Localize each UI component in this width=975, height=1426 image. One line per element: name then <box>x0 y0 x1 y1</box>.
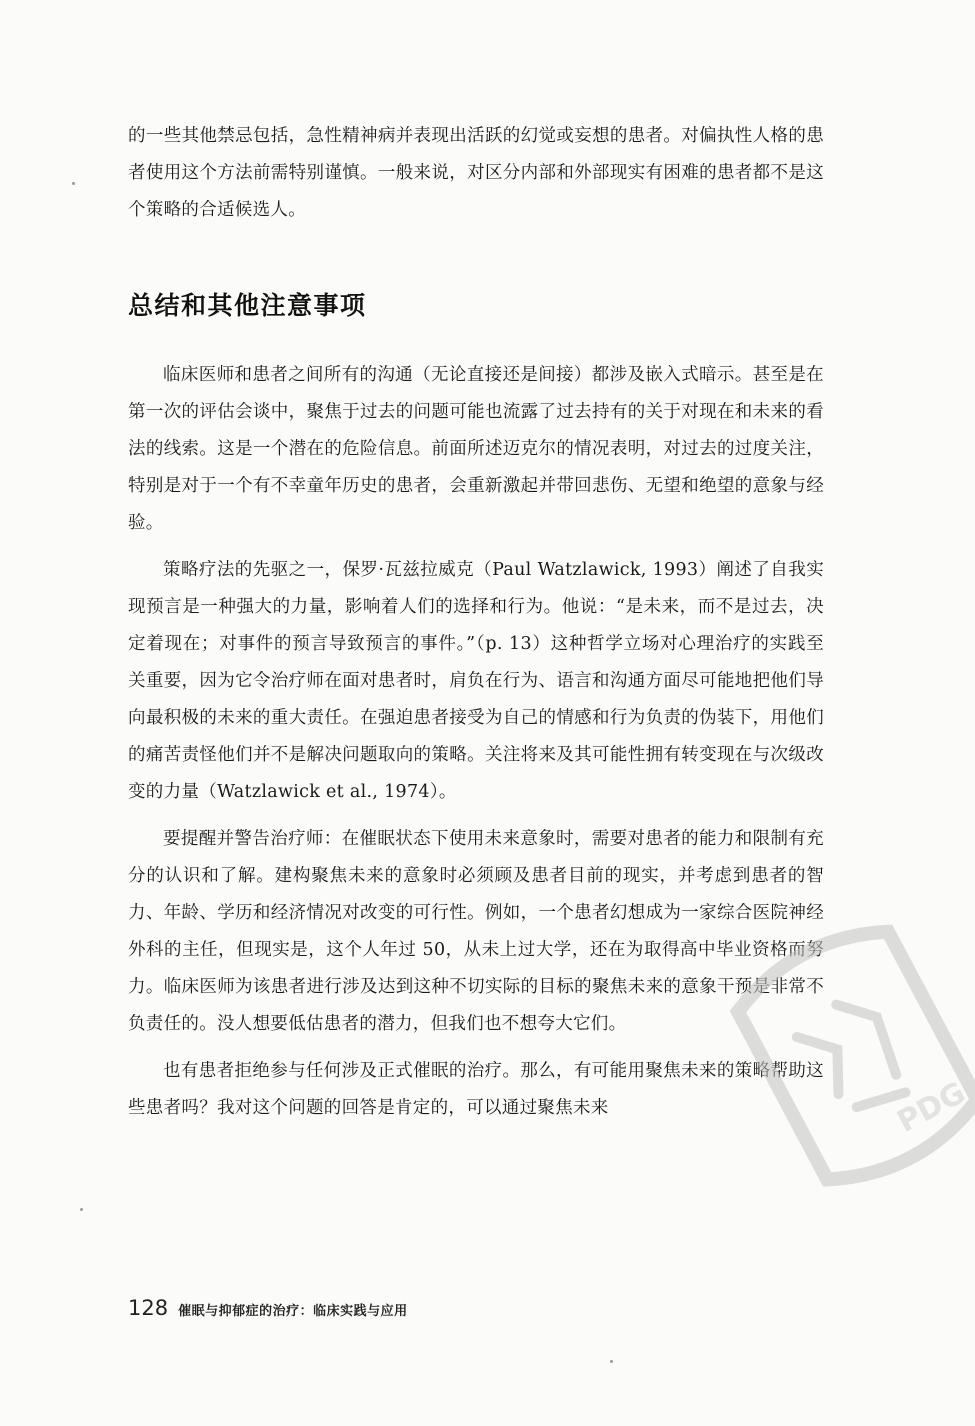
scan-speck <box>80 1208 83 1211</box>
section-heading: 总结和其他注意事项 <box>128 291 367 320</box>
paragraph: 策略疗法的先驱之一，保罗·瓦兹拉威克（Paul Watzlawick, 1993）阐述了自我实现预言是一种强大的力量，影响着人们的选择和行为。他说：“是未来，而不是过去，决定着现在；对事件的预言导致预言的事件。”（p. 13）这种哲学立场对心理治疗的实践至关重要，因为它令治疗师在面对患者时，肩负在行为、语言和沟通方面尽可能地把他们导向最积极的未来的重大责任。在强迫患者接受为自己的情感和行为负责的伪装下，用他们的痛苦责怪他们并不是解决问题取向的策略。关注将来及其可能性拥有转变现在与次级改变的力量（Watzlawick et al., 1974）。 <box>128 560 824 802</box>
scan-speck <box>72 182 75 185</box>
paragraph: 也有患者拒绝参与任何涉及正式催眠的治疗。那么，有可能用聚焦未来的策略帮助这些患者吗？我对这个问题的回答是肯定的，可以通过聚焦未来 <box>128 1061 824 1118</box>
pdg-stamp-watermark-icon <box>745 900 975 1220</box>
paragraph: 临床医师和患者之间所有的沟通（无论直接还是间接）都涉及嵌入式暗示。甚至是在第一次的评估会谈中，聚焦于过去的问题可能也流露了过去持有的关于对现在和未来的看法的线索。这是一个潜在的危险信息。前面所述迈克尔的情况表明，对过去的过度关注，特别是对于一个有不幸童年历史的患者，会重新激起并带回悲伤、无望和绝望的意象与经验。 <box>128 365 824 533</box>
scan-speck <box>610 1360 613 1363</box>
watermark-text: PDG <box>891 1075 972 1140</box>
continued-paragraph: 的一些其他禁忌包括，急性精神病并表现出活跃的幻觉或妄想的患者。对偏执性人格的患者使用这个方法前需特别谨慎。一般来说，对区分内部和外部现实有困难的患者都不是这个策略的合适候选人。 <box>128 126 824 220</box>
section-body <box>128 357 824 1127</box>
continued-paragraph-block <box>128 118 824 229</box>
paragraph: 要提醒并警告治疗师：在催眠状态下使用未来意象时，需要对患者的能力和限制有充分的认识和了解。建构聚焦未来的意象时必须顾及患者目前的现实，并考虑到患者的智力、年龄、学历和经济情况对改变的可行性。例如，一个患者幻想成为一家综合医院神经外科的主任，但现实是，这个人年过 50，从未上过大学，还在为取得高中毕业资格而努力。临床医师为该患者进行涉及达到这种不切实际的目标的聚焦未来的意象干预是非常不负责任的。没人想要低估患者的潜力，但我们也不想夸大它们。 <box>128 829 824 1034</box>
page-footer <box>128 1296 408 1320</box>
running-title: 催眠与抑郁症的治疗：临床实践与应用 <box>178 1304 408 1319</box>
page-number: 128 <box>128 1296 169 1320</box>
